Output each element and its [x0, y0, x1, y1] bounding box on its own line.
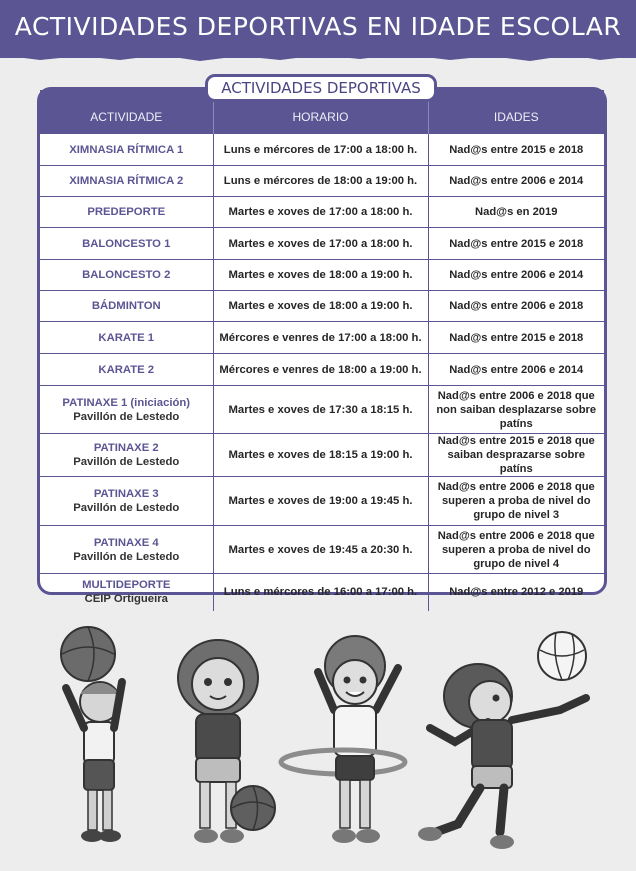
schedule-cell: Martes e xoves de 18:15 a 19:00 h.: [213, 434, 428, 477]
activity-name: KARATE 1: [98, 331, 155, 344]
ages-cell: Nad@s entre 2006 e 2018 que superen a proba de nivel do grupo de nivel 4: [428, 526, 604, 574]
schedule-cell: Martes e xoves de 17:00 a 18:00 h.: [213, 228, 428, 260]
schedule-cell: Luns e mércores de 16:00 a 17:00 h.: [213, 574, 428, 611]
activity-cell: [40, 526, 213, 574]
table-row: [40, 166, 604, 197]
table-row: [40, 291, 604, 322]
venue-name: Pavillón de Lestedo: [73, 410, 180, 423]
activity-name: BÁDMINTON: [91, 300, 161, 312]
activity-cell: [40, 260, 213, 291]
table-row: [40, 228, 604, 260]
schedule-cell: Martes e xoves de 18:00 a 19:00 h.: [213, 291, 428, 322]
activity-name: PATINAXE 3: [93, 488, 159, 500]
table-row: [40, 134, 604, 166]
ages-cell: Nad@s entre 2006 e 2014: [428, 354, 604, 386]
activities-table: [37, 87, 607, 606]
table-row: [40, 386, 604, 434]
ages-cell: Nad@s entre 2015 e 2018 que saiban desprazarse sobre patíns: [428, 434, 604, 477]
kid-soccer-illustration: [178, 640, 275, 843]
schedule-cell: Luns e mércores de 18:00 a 19:00 h.: [213, 166, 428, 197]
venue-name: Pavillón de Lestedo: [73, 456, 180, 468]
venue-name: Pavillón de Lestedo: [73, 502, 180, 514]
activity-cell: [40, 134, 213, 166]
table-row: [40, 434, 604, 477]
ages-cell: Nad@s entre 2012 e 2019: [428, 574, 604, 611]
activity-name: BALONCESTO 2: [82, 269, 171, 281]
schedule-cell: Martes e xoves de 19:00 a 19:45 h.: [213, 477, 428, 526]
activity-name: XIMNASIA RÍTMICA 1: [69, 143, 184, 156]
activity-name: PATINAXE 1 (iniciación): [62, 396, 191, 409]
table-row: [40, 322, 604, 354]
schedule-cell: Martes e xoves de 17:30 a 18:15 h.: [213, 386, 428, 434]
column-header-activity: ACTIVIDADE: [40, 90, 213, 134]
activity-cell: [40, 322, 213, 354]
page-title: ACTIVIDADES DEPORTIVAS EN IDADE ESCOLAR: [14, 12, 622, 41]
activity-cell: [40, 434, 213, 477]
column-header-schedule: HORARIO: [213, 90, 428, 134]
ages-cell: Nad@s entre 2006 e 2014: [428, 260, 604, 291]
activity-cell: [40, 354, 213, 386]
activity-name: PREDEPORTE: [87, 206, 166, 218]
schedule-cell: Mércores e venres de 18:00 a 19:00 h.: [213, 354, 428, 386]
table-row: [40, 477, 604, 526]
activity-cell: [40, 574, 213, 611]
schedule-cell: Luns e mércores de 17:00 a 18:00 h.: [213, 134, 428, 166]
table-row: [40, 526, 604, 574]
ages-cell: Nad@s en 2019: [428, 197, 604, 228]
venue-name: Pavillón de Lestedo: [73, 550, 180, 563]
activity-cell: [40, 228, 213, 260]
table-tab-label: ACTIVIDADES DEPORTIVAS: [205, 74, 437, 102]
kid-basketball-illustration: [61, 627, 122, 842]
schedule-cell: Mércores e venres de 17:00 a 18:00 h.: [213, 322, 428, 354]
table-row: [40, 260, 604, 291]
kid-hoop-illustration: [281, 636, 405, 843]
activity-cell: [40, 166, 213, 197]
kid-volleyball-illustration: [418, 632, 586, 849]
activity-cell: [40, 291, 213, 322]
activity-name: XIMNASIA RÍTMICA 2: [69, 175, 184, 187]
activity-name: KARATE 2: [98, 363, 155, 376]
activity-name: PATINAXE 4: [93, 536, 159, 549]
kids-illustration: [0, 610, 636, 871]
schedule-cell: Martes e xoves de 19:45 a 20:30 h.: [213, 526, 428, 574]
ages-cell: Nad@s entre 2006 e 2018: [428, 291, 604, 322]
activity-cell: [40, 197, 213, 228]
ages-cell: Nad@s entre 2015 e 2018: [428, 228, 604, 260]
column-header-ages: IDADES: [428, 90, 604, 134]
ages-cell: Nad@s entre 2006 e 2014: [428, 166, 604, 197]
venue-name: CEIP Ortigueira: [84, 593, 168, 606]
schedule-cell: Martes e xoves de 17:00 a 18:00 h.: [213, 197, 428, 228]
table-row: [40, 574, 604, 611]
activity-cell: [40, 477, 213, 526]
torn-edge: [0, 48, 636, 64]
activity-cell: [40, 386, 213, 434]
schedule-cell: Martes e xoves de 18:00 a 19:00 h.: [213, 260, 428, 291]
ages-cell: Nad@s entre 2015 e 2018: [428, 134, 604, 166]
activity-name: BALONCESTO 1: [82, 237, 171, 250]
table-row: [40, 354, 604, 386]
ages-cell: Nad@s entre 2015 e 2018: [428, 322, 604, 354]
activity-name: MULTIDEPORTE: [82, 579, 171, 592]
ages-cell: Nad@s entre 2006 e 2018 que non saiban desplazarse sobre patíns: [428, 386, 604, 434]
table-row: [40, 197, 604, 228]
ages-cell: Nad@s entre 2006 e 2018 que superen a proba de nivel do grupo de nivel 3: [428, 477, 604, 526]
activity-name: PATINAXE 2: [93, 442, 159, 454]
